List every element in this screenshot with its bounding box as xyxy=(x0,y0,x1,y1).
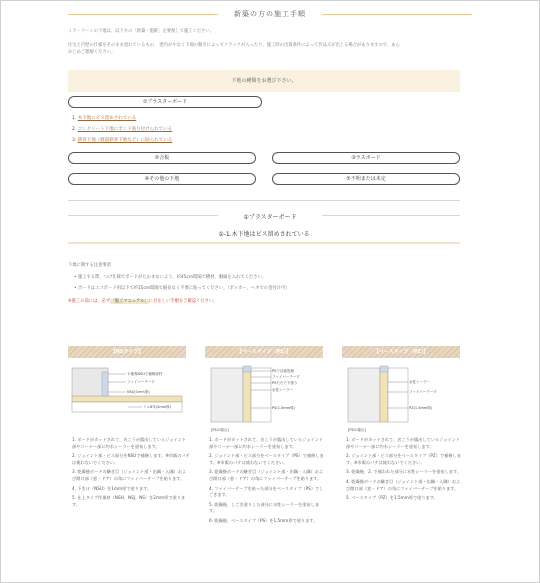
manual-link[interactable]: 「施工マニュアル」 xyxy=(110,299,149,304)
option-unknown-button[interactable]: ⑤不明または未定 xyxy=(272,173,460,185)
option-lath-board-button[interactable]: ③ラスボード xyxy=(272,152,460,164)
ps-label-3: 水性シーラー xyxy=(272,388,293,392)
notes-bullet-2: • ボードはエコボード用以下で約15cm間隔で縦長なく不要に貼ってください。（ボッカー、ヘタでの金付け可） xyxy=(74,286,290,291)
column-ps-tag: 【ベースタイプ（PS）】 xyxy=(236,349,292,355)
option-plywood-button[interactable]: ②合板 xyxy=(68,152,256,164)
column-pz-header xyxy=(342,346,460,358)
list-item: 5. ベースタイプ（PZ）を1.5mm厚で塗ります。 xyxy=(346,495,438,501)
section-title: ①プラスターボード xyxy=(243,214,297,221)
list-item: 1. ボードがカットされて、名こうが露出しているジョイント部やコーナー部に約水シーラーを塗布します。 xyxy=(346,437,460,449)
ps-label-4: PS(1.5mm厚) xyxy=(272,406,295,410)
pz-label-2: PZ(1.5mm厚) xyxy=(409,406,433,410)
list-item[interactable]: 2. コンクリート下地にボンド張り付けられている xyxy=(72,127,173,132)
subsection-band xyxy=(68,226,460,244)
ns-label-0: 下地専NSUで補修部材 xyxy=(127,372,163,376)
select-prompt-text: 下地の種類をお選び下さい。 xyxy=(231,78,297,84)
list-item: 5. 仕上タイプ作業材（NSH、NSJ、NS）を2mm厚で塗ります。 xyxy=(72,495,186,507)
ps-label-0: PSで目地処理 xyxy=(272,369,294,373)
ps-label-1: ファイバーテープ xyxy=(272,375,300,379)
option-plaster-board-button[interactable]: ①プラスターボード xyxy=(68,96,262,108)
column-ps-header xyxy=(205,346,323,358)
notes-bullet-2-text: ボードはエコボード用以下で約15cm間隔で縦長なく不要に貼ってください。（ボッカー、ヘタでの金付け可） xyxy=(77,286,290,291)
column-pz-tag: 【ベースタイプ（PZ）】 xyxy=(373,349,429,355)
option-other-base-button[interactable]: ④その他の下地 xyxy=(68,173,256,185)
ps-label-2: PSたたで下塗り xyxy=(272,381,298,385)
list-item: 2. ジョイント部・ビス部分をベースタイプ（PZ）で補修します。※市販のパテは使わないでください。 xyxy=(346,453,461,465)
ps-steps xyxy=(209,437,327,528)
pz-steps xyxy=(346,437,464,505)
pz-caption: [PZの場合] xyxy=(348,428,366,432)
list-item: 4. 乾燥後ボードの継ぎ目（ジョイント部・出隅・入隅）および開口部（窓・ドア）の角にファイバーテープを貼ります。 xyxy=(346,478,461,491)
ns-layer-diagram xyxy=(68,362,186,422)
list-item: 4. 下きけ（NSU）を1mm厚で塗ります。 xyxy=(72,485,152,491)
ns-steps xyxy=(72,437,190,511)
pz-layer-diagram xyxy=(342,362,460,434)
section-rule-top xyxy=(68,200,460,201)
list-item: 1. ボードがカットされて、名こうが露出しているジョイント部やコーナー部に約水シーラーを塗布します。 xyxy=(72,437,186,449)
list-item: 3. 乾燥後ボードの継ぎ目（ジョイント部・出隅・入隅）および開口部（窓・ドア）の角にファイバーテープを貼ります。 xyxy=(209,469,324,481)
notes-bullet-1: • 施工する際、つけ仕様でボードがたわまないよう、約45cm間隔で横材、胴縁を入れてください。 xyxy=(74,275,267,280)
list-item: 5. 乾燥後、しごき塗りした部分に水性シーラーを塗布します。 xyxy=(209,501,320,514)
header-rule-right xyxy=(322,14,472,15)
column-ns-header xyxy=(68,346,186,358)
manual-notice-post: に目をしい手順をご確認ください。 xyxy=(148,299,218,304)
ns-label-2: NSU(1mm厚) xyxy=(127,390,150,394)
page-title: 新築の方の施工手順 xyxy=(234,10,306,18)
intro-line-2: 住宅と内壁の仕様をそのまま流れているもの、 壁内がやなく下地の動きによってクラックが入ったり、施工時の出資条件によって作品ズが出じる場合がありますので、あら xyxy=(68,43,400,48)
list-item: 3. 乾燥後ボードの継ぎ目（ジョイント部・出隅・入隅）および開口部（窓・ドア）の角にファイバーテープを貼ります。 xyxy=(72,469,187,481)
list-item: 4. ファイバーテープを貼った部分をベースタイプ（PS）でしごきます。 xyxy=(209,485,324,498)
list-item: 1. ボードがカットされて、名こうが露出しているジョイント部やコーナー部に約水シーラーを塗布します。 xyxy=(209,437,323,449)
manual-notice xyxy=(68,298,218,305)
notes-bullet-1-text: 施工する際、つけ仕様でボードがたわまないよう、約45cm間隔で横材、胴縁を入れてください。 xyxy=(77,275,267,280)
list-item: 6. 乾燥後、ベースタイプ（PS）を1.5mm厚で塗ります。 xyxy=(209,517,318,523)
ns-label-3: ミニ6年(2mm厚) xyxy=(143,405,172,409)
ns-label-1: ファイバーテープ xyxy=(127,380,155,384)
list-item: 2. ジョイント部・ビス部分をベースタイプ（PS）で補修します。※市販のパテは使わないでください。 xyxy=(209,453,324,465)
manual-notice-pre: ※施工の前には、必ず xyxy=(68,299,111,304)
list-item: 3. 乾燥後、2. で補われた部分に水性シーラーを塗布します。 xyxy=(346,469,462,475)
pz-label-1: ファイバーテープ xyxy=(409,390,437,394)
column-ns-tag: 【NSタイプ】 xyxy=(110,349,144,355)
intro-line-3: かじめご理解ください。 xyxy=(68,50,116,55)
list-item: 2. ジョイント部・ビス部分をNSUで補修します。※市販のパテは使わないでください。 xyxy=(72,453,190,465)
list-item[interactable]: 3. 鉄骨下地（軽量鉄骨下地など）に貼られている xyxy=(72,138,173,143)
pz-label-0: 水性シーラー xyxy=(409,380,430,384)
plaster-sub-list xyxy=(72,113,172,146)
intro-line-1: ミラ・クーンの下地は、以下方の「新築・施錠」を要視して施工ください。 xyxy=(68,29,215,34)
ps-caption: [PSの場合] xyxy=(211,428,229,432)
list-item[interactable]: 1. 木下地にビス留めされている xyxy=(72,116,137,121)
section-rule-right xyxy=(322,215,460,216)
subsection-title: ①-1.木下地はビス留めされている xyxy=(218,231,310,238)
notes-heading: 下地に関する注意事項 xyxy=(68,263,111,268)
select-prompt-band xyxy=(68,70,460,92)
ps-layer-diagram xyxy=(205,362,323,434)
